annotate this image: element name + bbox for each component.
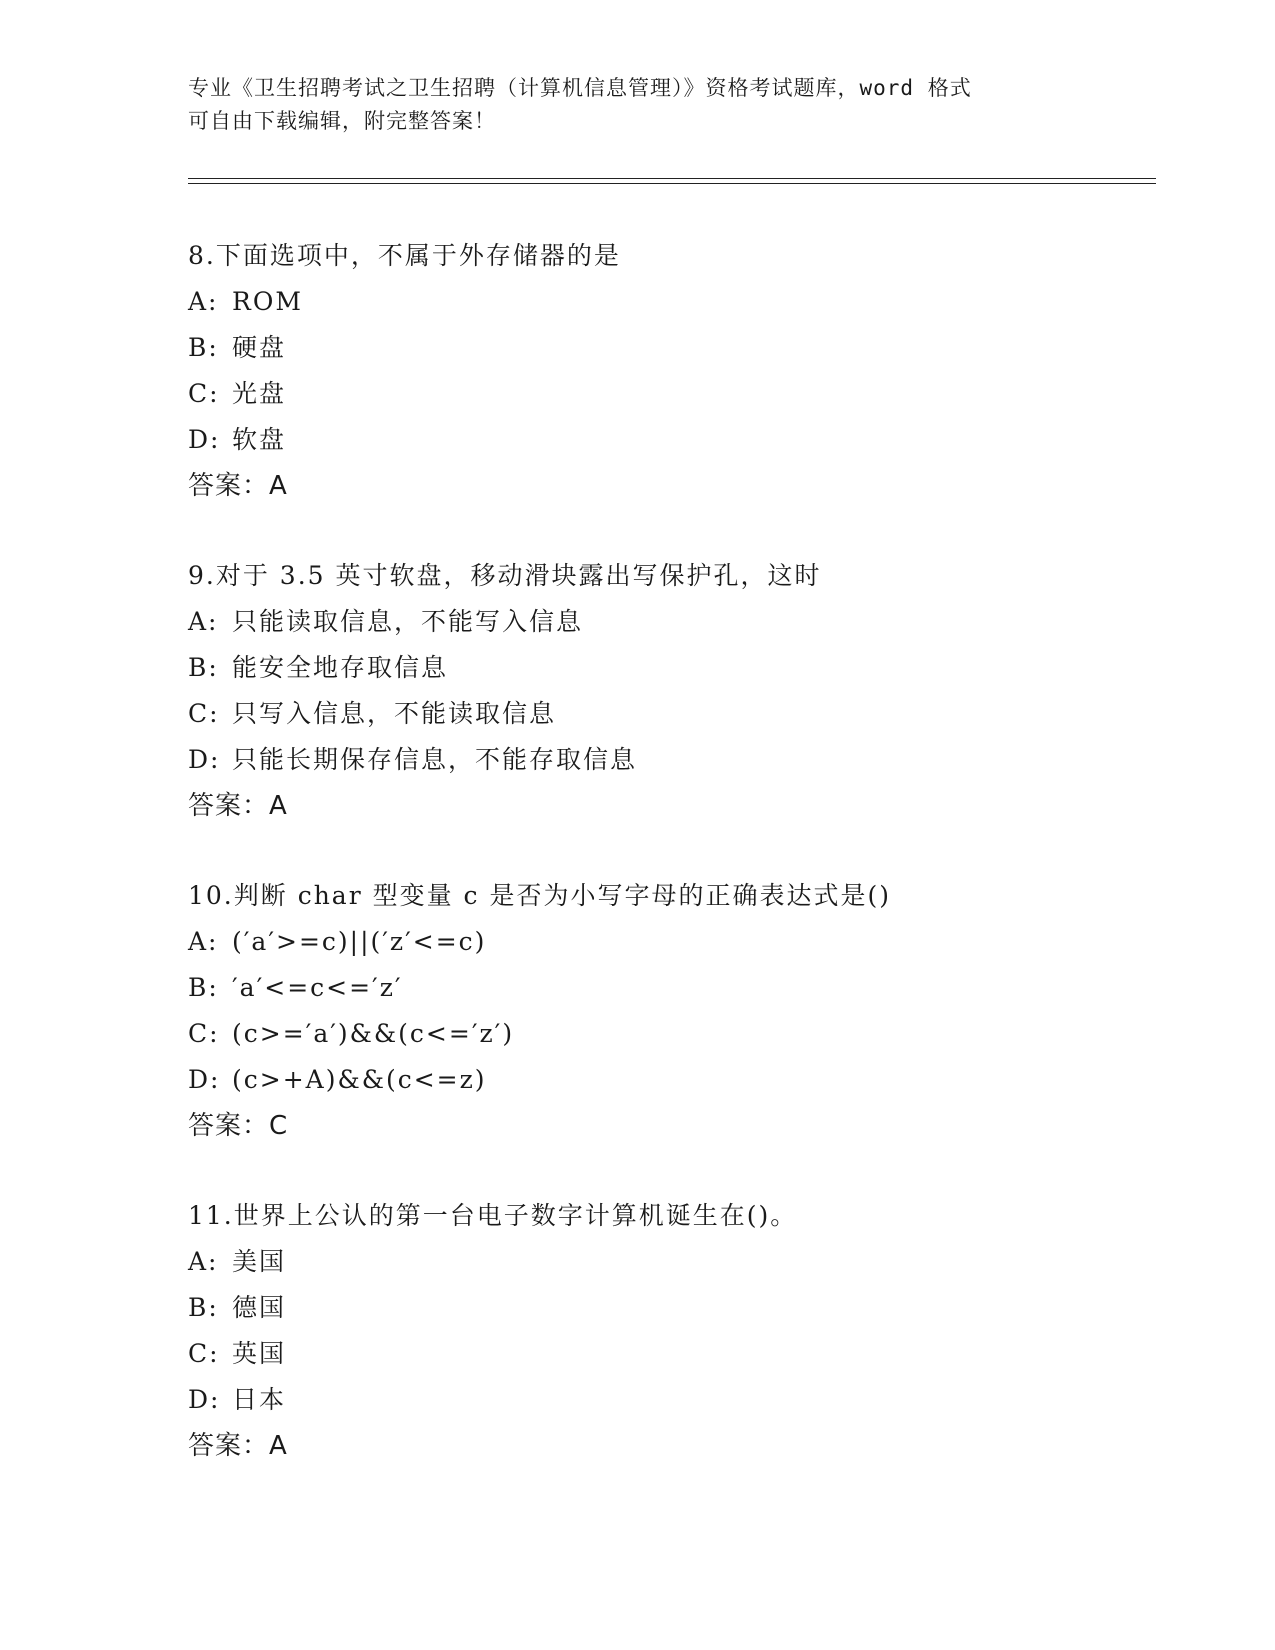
answer: 答案：A — [188, 791, 288, 821]
question-stem: 8.下面选项中，不属于外存储器的是 — [188, 241, 621, 270]
option-c — [188, 1011, 1148, 1057]
option-a — [188, 1239, 1148, 1285]
option-text: 日本 — [232, 1385, 287, 1414]
option-key: D: — [188, 425, 221, 454]
option-text: 德国 — [232, 1293, 287, 1322]
option-text: 软盘 — [232, 425, 287, 454]
answer: 答案：A — [188, 471, 288, 501]
option-key: C: — [188, 379, 220, 408]
header-line-2: 可自由下载编辑，附完整答案！ — [188, 109, 496, 133]
option-text: 硬盘 — [232, 333, 287, 362]
option-text: 只写入信息，不能读取信息 — [232, 699, 557, 728]
option-text: 只能长期保存信息，不能存取信息 — [232, 745, 638, 774]
option-text: (c>=′a′)&&(c<=′z′) — [232, 1019, 515, 1048]
option-text: 光盘 — [232, 379, 287, 408]
document-header — [188, 72, 1088, 138]
option-key: A: — [188, 607, 219, 636]
option-text: (′a′>=c)||(′z′<=c) — [232, 927, 487, 956]
option-key: C: — [188, 1339, 220, 1368]
question-stem: 11.世界上公认的第一台电子数字计算机诞生在()。 — [188, 1201, 798, 1230]
question-9 — [188, 553, 1148, 829]
option-text: 能安全地存取信息 — [232, 653, 449, 682]
option-key: C: — [188, 699, 220, 728]
option-b — [188, 645, 1148, 691]
option-c — [188, 1331, 1148, 1377]
option-key: B: — [188, 1293, 219, 1322]
option-d — [188, 737, 1148, 783]
option-key: D: — [188, 1065, 221, 1094]
question-8 — [188, 233, 1148, 509]
option-d — [188, 1057, 1148, 1103]
option-text: 英国 — [232, 1339, 287, 1368]
option-a — [188, 919, 1148, 965]
option-text: 只能读取信息，不能写入信息 — [232, 607, 584, 636]
question-stem: 10.判断 char 型变量 c 是否为小写字母的正确表达式是() — [188, 881, 892, 910]
option-c — [188, 691, 1148, 737]
option-text: ′a′<=c<=′z′ — [232, 973, 403, 1002]
option-text: (c>+A)&&(c<=z) — [232, 1065, 487, 1094]
question-stem: 9.对于 3.5 英寸软盘，移动滑块露出写保护孔，这时 — [188, 561, 822, 590]
option-d — [188, 417, 1148, 463]
option-key: B: — [188, 653, 219, 682]
option-text: ROM — [232, 287, 303, 316]
question-10 — [188, 873, 1148, 1149]
header-divider-bottom — [188, 183, 1156, 184]
option-key: A: — [188, 927, 219, 956]
option-key: D: — [188, 1385, 221, 1414]
answer: 答案：A — [188, 1431, 288, 1461]
header-divider-top — [188, 178, 1156, 179]
option-b — [188, 325, 1148, 371]
option-text: 美国 — [232, 1247, 287, 1276]
option-key: D: — [188, 745, 221, 774]
option-key: B: — [188, 973, 219, 1002]
option-key: B: — [188, 333, 219, 362]
question-11 — [188, 1193, 1148, 1469]
option-a — [188, 599, 1148, 645]
option-a — [188, 279, 1148, 325]
header-line-1: 专业《卫生招聘考试之卫生招聘（计算机信息管理）》资格考试题库，word 格式 — [188, 76, 972, 100]
option-b — [188, 965, 1148, 1011]
option-key: A: — [188, 1247, 219, 1276]
option-b — [188, 1285, 1148, 1331]
option-c — [188, 371, 1148, 417]
answer: 答案：C — [188, 1111, 289, 1141]
option-key: A: — [188, 287, 219, 316]
option-key: C: — [188, 1019, 220, 1048]
option-d — [188, 1377, 1148, 1423]
